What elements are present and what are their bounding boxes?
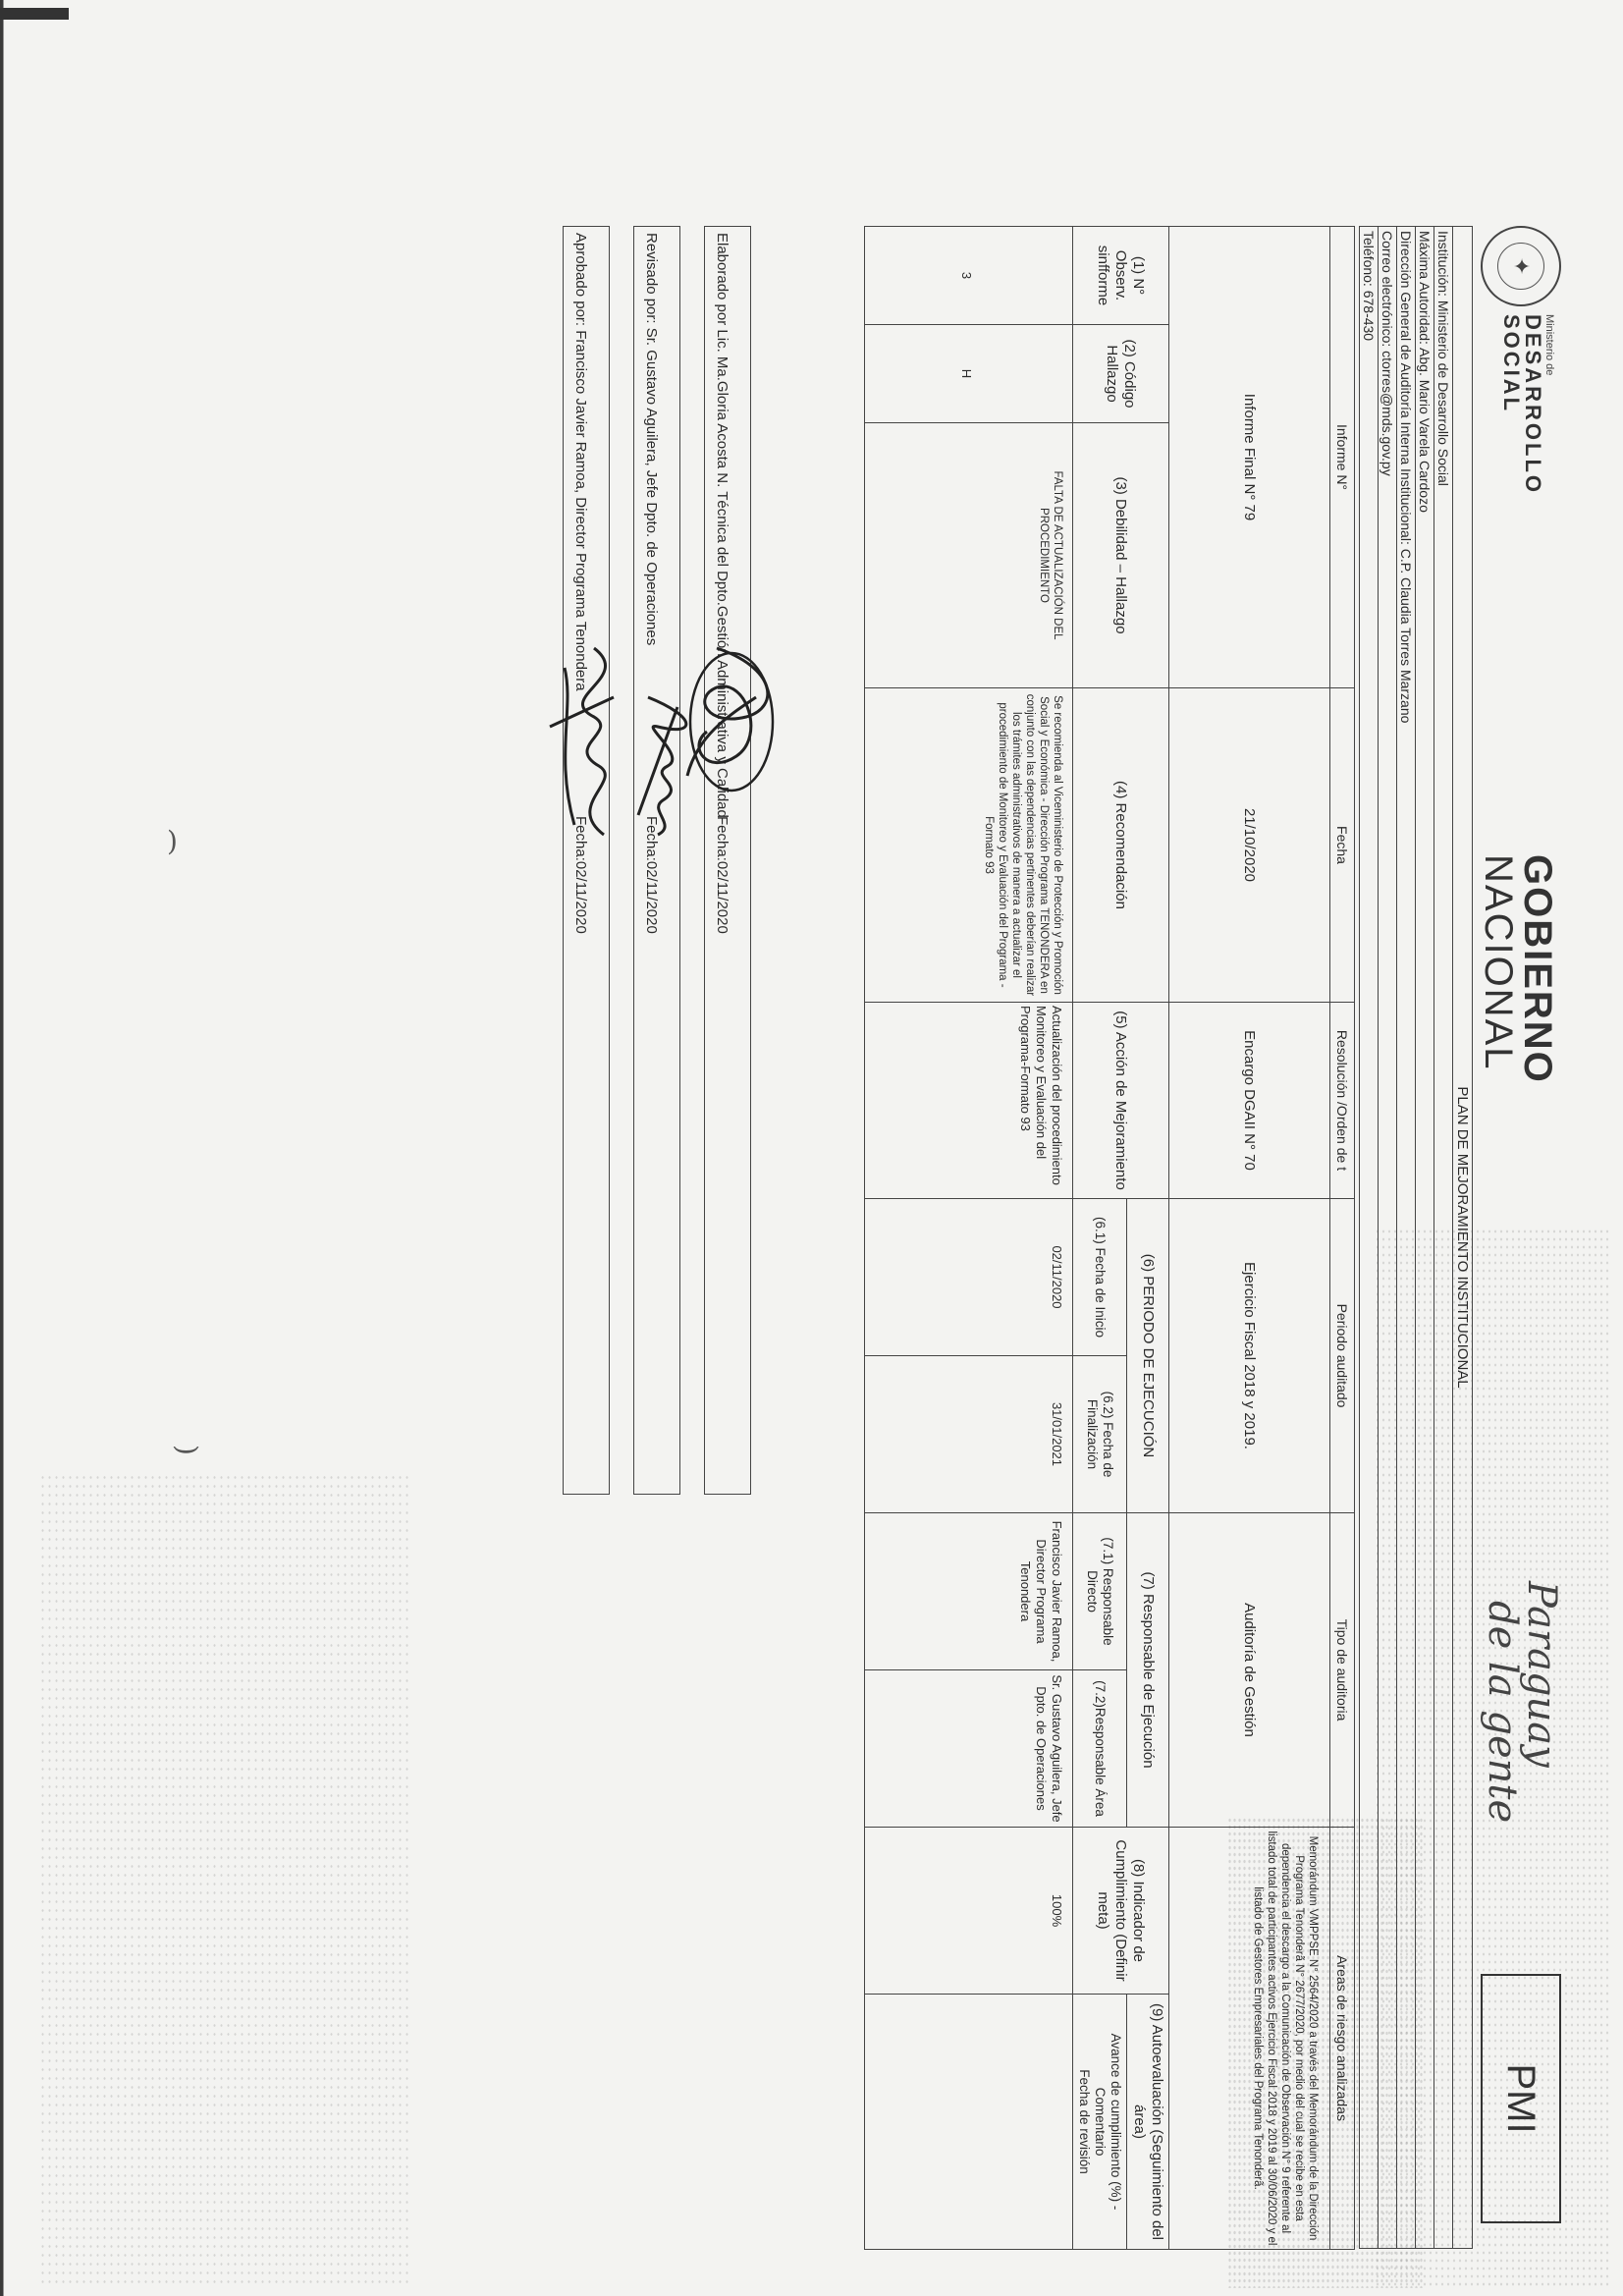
- handwritten-slogan: Paraguay de la gente: [1480, 1581, 1564, 1824]
- government-logo: GOBIERNO NACIONAL: [1477, 854, 1559, 1084]
- scan-mark: [0, 8, 69, 20]
- row-fecha-inicio: 02/11/2020: [865, 1199, 1073, 1356]
- col-debilidad: (3) Debilidad – Hallazgo: [1073, 423, 1169, 688]
- col-accion: (5) Acción de Mejoramiento: [1073, 1003, 1169, 1199]
- row-accion: Actualización del procedimiento Monitoreo y Evaluación del Programa-Formato 93: [865, 1003, 1073, 1199]
- resolucion-label: Resolución /Orden de t: [1330, 1003, 1355, 1199]
- rotated-document: [285, 226, 1564, 2288]
- scan-edge: [0, 0, 22, 2296]
- row-indicador: 100%: [865, 1828, 1073, 1995]
- col-fecha-inicio: (6.1) Fecha de Inicio: [1073, 1199, 1127, 1356]
- ministry-seal-icon: ✦: [1481, 226, 1561, 306]
- periodo-value: Ejercicio Fiscal 2018 y 2019.: [1169, 1199, 1330, 1513]
- row-fecha-fin: 31/01/2021: [865, 1356, 1073, 1513]
- areas-value: Memorándum VMPPSE N° 2564/2020 a través del Memorándum de la Dirección Programa Tenonderã N° 2677/2020, por medio del cual se recibe en esta dependencia el descargo a la Comunicación de Observación N° 9 referente al listado total de participantes activos Ejercicio Fiscal 2018 y 2019 al 30/06/2020 y el listado de Gestores Empresariales del Programa Tenonderã.: [1169, 1828, 1330, 2250]
- contact-phone: Teléfono: 678-430: [1360, 227, 1379, 2249]
- col-responsable: (7) Responsable de Ejecución: [1127, 1513, 1169, 1828]
- informe-value: Informe Final N° 79: [1169, 227, 1330, 688]
- col-fecha-fin: (6.2) Fecha de Finalización: [1073, 1356, 1127, 1513]
- plan-table: [864, 226, 1355, 2250]
- signature-aprobado: [545, 638, 633, 854]
- contact-email: Correo electrónico: ctorres@mds.gov.py: [1379, 227, 1397, 2249]
- ministry-name: DESARROLLO SOCIAL: [1499, 314, 1545, 495]
- row-avance: [865, 1995, 1073, 2250]
- tipo-label: Tipo de auditoria: [1330, 1513, 1355, 1828]
- pmi-badge: PMI: [1481, 1974, 1561, 2223]
- scan-mark: ): [170, 1445, 203, 1455]
- col-responsable-area: (7.2)Responsable Área: [1073, 1670, 1127, 1828]
- report-value-row: [1169, 227, 1330, 2250]
- signoff-revisado: Revisado por: Sr. Gustavo Aguilera, Jefe Dpto. de Operaciones Fecha:02/11/2020: [633, 226, 680, 1495]
- col-observacion: (1) N° Observ. sinfforme: [1073, 227, 1169, 325]
- signoff-aprobado: Aprobado por: Francisco Javier Ramoa, Director Programa Tenondera Fecha:02/11/2020: [563, 226, 610, 1495]
- fecha-value: 21/10/2020: [1169, 688, 1330, 1003]
- row-debilidad: FALTA DE ACTUALIZACIÓN DEL PROCEDIMIENTO: [865, 423, 1073, 688]
- col-responsable-directo: (7.1) Responsable Directo: [1073, 1513, 1127, 1670]
- plan-title: PLAN DE MEJORAMIENTO INSTITUCIONAL: [1453, 227, 1473, 2249]
- signoff-elaborado: Elaborado por Lic. Ma.Gloria Acosta N. Técnica del Dpto.Gestión Administrativa y Calidad Fecha:02/11/2020: [704, 226, 751, 1495]
- row-responsable-directo: Francisco Javier Ramoa, Director Programa Tenondera: [865, 1513, 1073, 1670]
- col-indicador: (8) Indicador de Cumplimiento (Definir meta): [1073, 1828, 1169, 1995]
- row-responsable-area: Sr. Gustavo Aguilera, Jefe Dpto. de Operaciones: [865, 1670, 1073, 1828]
- col-autoevaluacion: (9) Autoevaluación (Seguimiento del área): [1127, 1995, 1169, 2250]
- row-codigo: H: [865, 325, 1073, 423]
- ministry-label: Ministerio de: [1543, 314, 1555, 376]
- row-numero: 3: [865, 227, 1073, 325]
- resolucion-value: Encargo DGAII N° 70: [1169, 1003, 1330, 1199]
- periodo-label: Periodo auditado: [1330, 1199, 1355, 1513]
- fecha-label: Fecha: [1330, 688, 1355, 1003]
- authority-name: Máxima Autoridad: Abg. Mario Varela Cardozo: [1416, 227, 1434, 2249]
- signature-revisado: [628, 687, 707, 845]
- institution-name: Institución: Ministerio de Desarrollo Social: [1434, 227, 1453, 2249]
- col-codigo: (2) Código Hallazgo: [1073, 325, 1169, 423]
- col-recomendacion: (4) Recomendación: [1073, 688, 1169, 1003]
- areas-label: Areas de riesgo analizadas: [1330, 1828, 1355, 2250]
- institution-table: [1359, 226, 1473, 2249]
- informe-label: Informe N°: [1330, 227, 1355, 688]
- col-avance: Avance de cumplimiento (%) - Comentario Fecha de revisión: [1073, 1995, 1127, 2250]
- scan-mark: ): [167, 825, 178, 857]
- col-periodo: (6) PERIODO DE EJECUCIÓN: [1127, 1199, 1169, 1513]
- audit-direction: Dirección General de Auditoría Interna Institucional: C.P. Claudia Torres Marzano: [1397, 227, 1416, 2249]
- tipo-value: Auditoría de Gestión: [1169, 1513, 1330, 1828]
- row-recomendacion: Se recomienda al Viceministerio de Protección y Promoción Social y Económica - Dirección Programa TENONDERA en conjunto con las dependencias pertinentes deberían realizar los trámites administrativos de manera a actualizar el procedimiento de Monitoreo y Evaluación del Programa - Formato 93: [865, 688, 1073, 1003]
- report-label-row: [1330, 227, 1355, 2250]
- table-row: [865, 227, 1073, 2250]
- column-header-row: [1127, 227, 1169, 2250]
